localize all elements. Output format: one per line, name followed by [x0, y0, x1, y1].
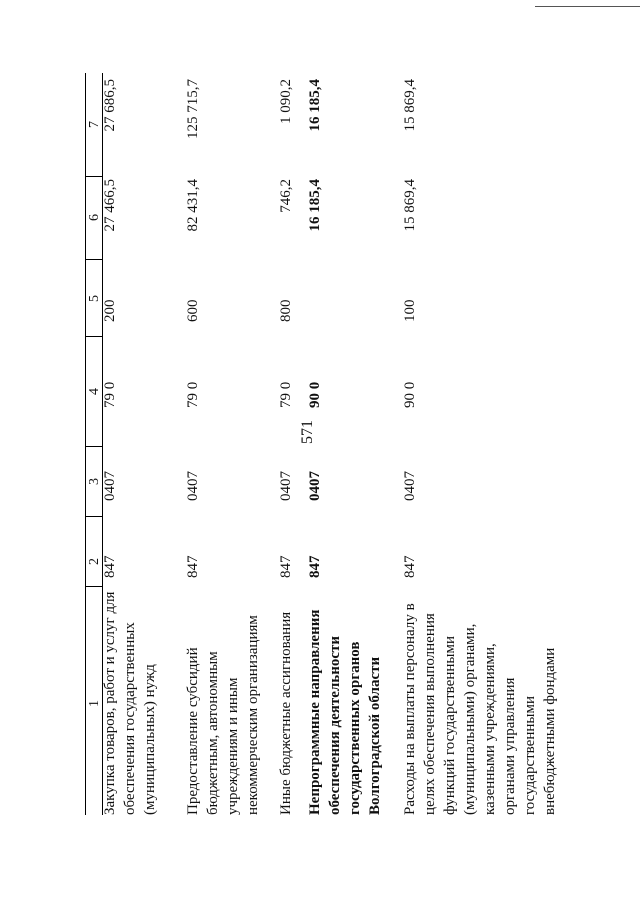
- row-2-code: 847: [185, 555, 201, 578]
- row-2-name: Предоставление субсидий бюджетным, автономным учреждениям и иным некоммерческим организациям: [185, 615, 261, 815]
- row-3-value-7: 1 090,2: [278, 79, 294, 124]
- row-5-section: 0407: [402, 471, 418, 501]
- row-4-code: 847: [307, 555, 323, 578]
- row-1-code: 847: [102, 555, 118, 578]
- row-3-code: 847: [278, 555, 294, 578]
- row-5-code: 847: [402, 555, 418, 578]
- col-sep-2: [85, 516, 103, 517]
- row-4-name: Непрограммные направления обеспечения деятельности государственных органов Волгоградской области: [307, 609, 383, 815]
- row-1-name: Закупка товаров, работ и услуг для обеспечения государственных (муниципальных) нужд: [102, 591, 158, 815]
- row-4-value-7: 16 185,4: [307, 79, 323, 132]
- row-1-value-7: 27 686,5: [102, 79, 118, 132]
- row-1-expense-type: 200: [102, 299, 118, 322]
- row-5-expense-type: 100: [402, 299, 418, 322]
- col-header-3: 3: [87, 478, 102, 485]
- budget-table: [0, 65, 640, 905]
- top-rule: [535, 6, 640, 7]
- row-2-section: 0407: [185, 471, 201, 501]
- col-sep-6: [85, 176, 103, 177]
- row-1-target: 79 0: [102, 381, 118, 408]
- row-2-expense-type: 600: [185, 299, 201, 322]
- col-header-1: 1: [87, 700, 102, 707]
- col-sep-4: [85, 336, 103, 337]
- row-2-target: 79 0: [185, 381, 201, 408]
- col-header-5: 5: [87, 295, 102, 302]
- header-top-rule: [85, 73, 86, 815]
- col-sep-3: [85, 446, 103, 447]
- col-sep-1: [85, 586, 103, 587]
- col-header-2: 2: [87, 558, 102, 565]
- col-header-4: 4: [87, 388, 102, 395]
- row-3-section: 0407: [278, 471, 294, 501]
- row-5-target: 90 0: [402, 381, 418, 408]
- row-2-value-6: 82 431,4: [185, 179, 201, 232]
- row-2-value-7: 125 715,7: [185, 79, 201, 139]
- row-3-name: Иные бюджетные ассигнования: [278, 611, 294, 815]
- page-number: 571: [299, 420, 316, 444]
- row-5-value-7: 15 869,4: [402, 79, 418, 132]
- row-3-value-6: 746,2: [278, 179, 294, 213]
- row-3-expense-type: 800: [278, 299, 294, 322]
- row-1-section: 0407: [102, 471, 118, 501]
- row-4-value-6: 16 185,4: [307, 179, 323, 232]
- row-4-target: 90 0: [307, 381, 323, 408]
- row-5-value-6: 15 869,4: [402, 179, 418, 232]
- row-1-value-6: 27 466,5: [102, 179, 118, 232]
- row-3-target: 79 0: [278, 381, 294, 408]
- row-4-section: 0407: [307, 471, 323, 501]
- col-header-6: 6: [87, 214, 102, 221]
- row-5-name: Расходы на выплаты персоналу в целях обеспечения выполнения функций государственными (муниципальными) органами, казенными учреждениями, органами управления государственными внебюджетными фондами: [402, 603, 558, 815]
- col-header-7: 7: [87, 121, 102, 128]
